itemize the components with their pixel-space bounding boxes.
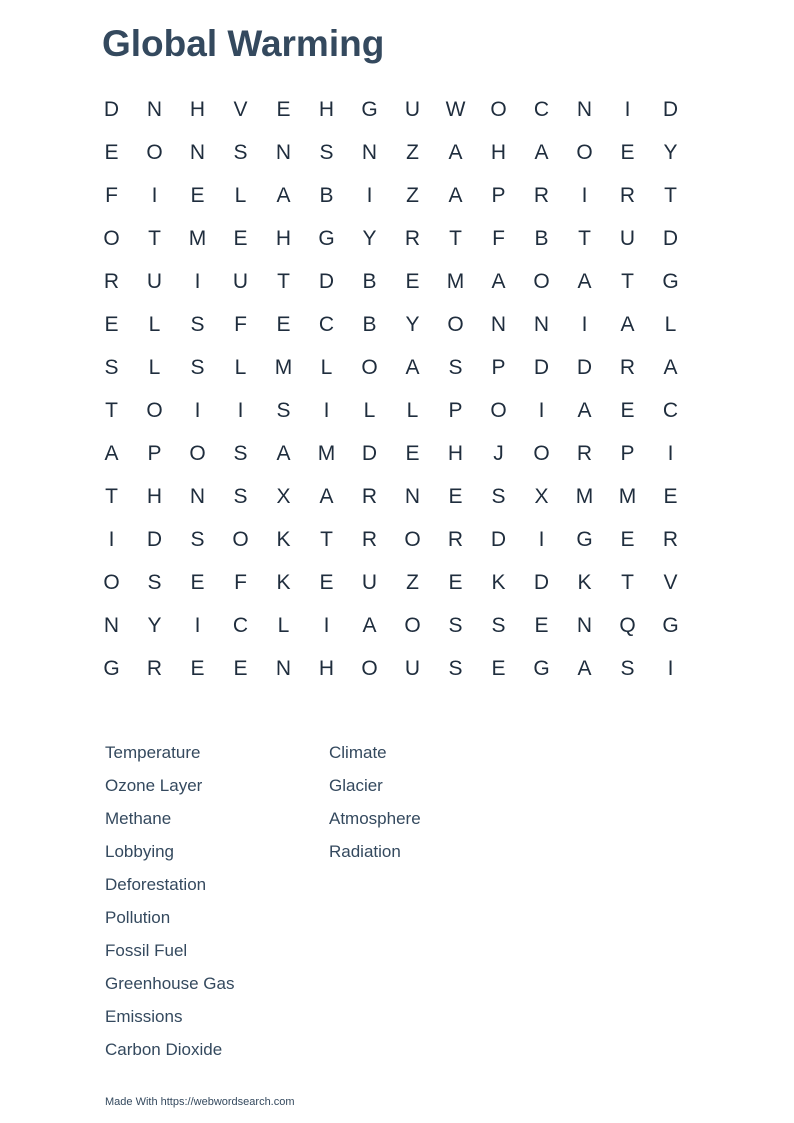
grid-letter: E <box>319 570 334 594</box>
grid-letter: Y <box>147 613 162 637</box>
grid-letter: I <box>323 613 330 637</box>
grid-letter: Z <box>406 140 419 164</box>
grid-letter: N <box>404 484 421 508</box>
grid-letter: I <box>538 527 545 551</box>
grid-letter: O <box>361 656 378 680</box>
grid-letter: D <box>318 269 335 293</box>
word-list-item: Ozone Layer <box>105 776 203 795</box>
grid-letter: U <box>146 269 163 293</box>
grid-letter: O <box>146 398 163 422</box>
grid-letter: R <box>361 527 378 551</box>
grid-letter: N <box>361 140 378 164</box>
grid-letter: T <box>105 398 118 422</box>
grid-letter: H <box>189 97 206 121</box>
grid-letter: S <box>276 398 291 422</box>
grid-letter: Y <box>405 312 420 336</box>
grid-letter: N <box>576 97 593 121</box>
grid-letter: C <box>662 398 679 422</box>
grid-letter: U <box>361 570 378 594</box>
grid-letter: G <box>361 97 378 121</box>
grid-letter: N <box>533 312 550 336</box>
grid-letter: N <box>146 97 163 121</box>
grid-letter: O <box>103 226 120 250</box>
grid-letter: O <box>146 140 163 164</box>
grid-letter: S <box>491 484 506 508</box>
grid-letter: A <box>534 140 549 164</box>
grid-letter: X <box>276 484 291 508</box>
grid-letter: N <box>189 484 206 508</box>
grid-letter: E <box>620 398 635 422</box>
grid-letter: D <box>103 97 120 121</box>
grid-letter: B <box>319 183 334 207</box>
grid-letter: K <box>276 527 291 551</box>
grid-letter: A <box>663 355 678 379</box>
grid-letter: B <box>534 226 549 250</box>
grid-letter: L <box>363 398 376 422</box>
grid-letter: R <box>619 183 636 207</box>
grid-letter: R <box>103 269 120 293</box>
grid-letter: D <box>533 570 550 594</box>
grid-letter: E <box>405 441 420 465</box>
grid-letter: E <box>104 312 119 336</box>
grid-letter: A <box>362 613 377 637</box>
grid-letter: S <box>190 355 205 379</box>
grid-letter: I <box>194 613 201 637</box>
grid-letter: T <box>664 183 677 207</box>
grid-letter: T <box>277 269 290 293</box>
word-list-column <box>329 736 529 1066</box>
grid-letter: G <box>318 226 335 250</box>
grid-letter: R <box>662 527 679 551</box>
grid-letter: O <box>404 613 421 637</box>
grid-letter: S <box>147 570 162 594</box>
grid-letter: R <box>146 656 163 680</box>
grid-letter: C <box>533 97 550 121</box>
grid-letter: B <box>362 269 377 293</box>
grid-letter: J <box>493 441 504 465</box>
grid-letter: S <box>448 613 463 637</box>
grid-letter: M <box>446 269 465 293</box>
grid-letter: M <box>618 484 637 508</box>
grid-letter: A <box>448 183 463 207</box>
grid-letter: W <box>445 97 466 121</box>
grid-letter: E <box>448 570 463 594</box>
grid-letter: E <box>663 484 678 508</box>
grid-letter: H <box>318 656 335 680</box>
grid-letter: S <box>233 140 248 164</box>
grid-letter: N <box>490 312 507 336</box>
grid-letter: R <box>447 527 464 551</box>
grid-letter: U <box>619 226 636 250</box>
grid-letter: A <box>448 140 463 164</box>
grid-letter: O <box>490 398 507 422</box>
grid-letter: M <box>575 484 594 508</box>
grid-letter: F <box>492 226 505 250</box>
grid-letter: P <box>448 398 463 422</box>
grid-letter: Y <box>362 226 377 250</box>
grid-letter: S <box>104 355 119 379</box>
grid-letter: O <box>576 140 593 164</box>
grid-letter: D <box>576 355 593 379</box>
grid-letter: S <box>233 484 248 508</box>
grid-letter: X <box>534 484 549 508</box>
grid-letter: A <box>491 269 506 293</box>
grid-letter: I <box>194 398 201 422</box>
grid-letter: S <box>448 656 463 680</box>
grid-letter: Z <box>406 183 419 207</box>
grid-letter: K <box>276 570 291 594</box>
word-list-item: Climate <box>329 743 387 762</box>
grid-letter: G <box>662 613 679 637</box>
grid-letter: S <box>190 527 205 551</box>
word-list-item: Methane <box>105 809 172 828</box>
grid-letter: E <box>190 570 205 594</box>
letter-grid <box>90 88 692 690</box>
grid-letter: F <box>234 312 247 336</box>
grid-letter: E <box>448 484 463 508</box>
word-list-item: Greenhouse Gas <box>105 974 235 993</box>
grid-letter: O <box>533 441 550 465</box>
grid-letter: M <box>317 441 336 465</box>
grid-letter: D <box>662 226 679 250</box>
grid-letter: T <box>578 226 591 250</box>
grid-letter: P <box>147 441 162 465</box>
page-title: Global Warming <box>102 23 385 64</box>
grid-letter: E <box>620 140 635 164</box>
grid-letter: A <box>405 355 420 379</box>
grid-letter: E <box>190 656 205 680</box>
word-list-item: Temperature <box>105 743 201 762</box>
grid-letter: E <box>620 527 635 551</box>
grid-letter: L <box>234 183 247 207</box>
grid-letter: O <box>103 570 120 594</box>
grid-letter: I <box>323 398 330 422</box>
grid-letter: L <box>320 355 333 379</box>
grid-letter: U <box>404 97 421 121</box>
grid-letter: G <box>662 269 679 293</box>
grid-letter: L <box>664 312 677 336</box>
word-list-item: Carbon Dioxide <box>105 1040 223 1059</box>
grid-letter: T <box>320 527 333 551</box>
grid-letter: L <box>277 613 290 637</box>
grid-letter: G <box>533 656 550 680</box>
grid-letter: V <box>663 570 678 594</box>
grid-letter: L <box>148 355 161 379</box>
grid-letter: M <box>188 226 207 250</box>
grid-letter: G <box>103 656 120 680</box>
grid-letter: S <box>448 355 463 379</box>
grid-letter: Z <box>406 570 419 594</box>
grid-letter: L <box>234 355 247 379</box>
grid-letter: H <box>318 97 335 121</box>
grid-letter: A <box>276 441 291 465</box>
grid-letter: U <box>404 656 421 680</box>
grid-letter: E <box>405 269 420 293</box>
grid-letter: K <box>491 570 506 594</box>
grid-letter: E <box>104 140 119 164</box>
grid-letter: P <box>491 183 506 207</box>
grid-letter: Y <box>663 140 678 164</box>
grid-letter: V <box>233 97 248 121</box>
grid-letter: I <box>151 183 158 207</box>
grid-letter: B <box>362 312 377 336</box>
grid-letter: D <box>533 355 550 379</box>
footer-credit: Made With https://webwordsearch.com <box>105 1096 295 1108</box>
grid-letter: E <box>233 226 248 250</box>
grid-letter: F <box>234 570 247 594</box>
grid-letter: I <box>108 527 115 551</box>
grid-letter: O <box>232 527 249 551</box>
grid-letter: H <box>447 441 464 465</box>
grid-letter: I <box>667 441 674 465</box>
grid-letter: F <box>105 183 118 207</box>
word-list-item: Radiation <box>329 842 401 861</box>
grid-letter: R <box>619 355 636 379</box>
grid-letter: I <box>581 183 588 207</box>
grid-letter: I <box>667 656 674 680</box>
grid-letter: O <box>447 312 464 336</box>
grid-letter: D <box>662 97 679 121</box>
grid-letter: D <box>490 527 507 551</box>
grid-letter: L <box>148 312 161 336</box>
grid-letter: A <box>104 441 119 465</box>
grid-letter: M <box>274 355 293 379</box>
grid-letter: I <box>194 269 201 293</box>
grid-letter: R <box>576 441 593 465</box>
word-list-item: Pollution <box>105 908 171 927</box>
grid-letter: C <box>232 613 249 637</box>
word-list-item: Deforestation <box>105 875 207 894</box>
grid-letter: I <box>366 183 373 207</box>
grid-letter: N <box>275 656 292 680</box>
grid-letter: D <box>361 441 378 465</box>
grid-letter: R <box>361 484 378 508</box>
grid-letter: T <box>148 226 161 250</box>
grid-letter: N <box>103 613 120 637</box>
grid-letter: L <box>406 398 419 422</box>
grid-letter: T <box>105 484 118 508</box>
grid-letter: P <box>491 355 506 379</box>
grid-letter: I <box>581 312 588 336</box>
grid-letter: A <box>276 183 291 207</box>
word-list-item: Lobbying <box>105 842 175 861</box>
grid-letter: U <box>232 269 249 293</box>
grid-letter: I <box>538 398 545 422</box>
grid-letter: I <box>237 398 244 422</box>
grid-letter: D <box>146 527 163 551</box>
grid-letter: E <box>491 656 506 680</box>
word-list-column <box>105 736 329 1066</box>
grid-letter: O <box>490 97 507 121</box>
grid-letter: E <box>190 183 205 207</box>
grid-letter: O <box>404 527 421 551</box>
word-list-item: Glacier <box>329 776 383 795</box>
grid-letter: N <box>189 140 206 164</box>
grid-letter: H <box>490 140 507 164</box>
grid-letter: S <box>319 140 334 164</box>
grid-letter: P <box>620 441 635 465</box>
grid-letter: T <box>621 269 634 293</box>
grid-letter: S <box>190 312 205 336</box>
grid-letter: E <box>276 97 291 121</box>
grid-letter: S <box>233 441 248 465</box>
grid-letter: R <box>404 226 421 250</box>
grid-letter: E <box>276 312 291 336</box>
grid-letter: C <box>318 312 335 336</box>
word-list-item: Fossil Fuel <box>105 941 188 960</box>
grid-letter: O <box>361 355 378 379</box>
grid-letter: N <box>275 140 292 164</box>
grid-letter: O <box>189 441 206 465</box>
word-list-item: Atmosphere <box>329 809 421 828</box>
grid-letter: Q <box>619 613 636 637</box>
grid-letter: I <box>624 97 631 121</box>
grid-letter: A <box>620 312 635 336</box>
grid-letter: A <box>319 484 334 508</box>
grid-letter: O <box>533 269 550 293</box>
grid-letter: T <box>621 570 634 594</box>
grid-letter: E <box>233 656 248 680</box>
grid-letter: H <box>275 226 292 250</box>
grid-letter: H <box>146 484 163 508</box>
grid-letter: S <box>491 613 506 637</box>
grid-letter: S <box>620 656 635 680</box>
grid-letter: N <box>576 613 593 637</box>
grid-letter: G <box>576 527 593 551</box>
word-list-item: Emissions <box>105 1007 183 1026</box>
grid-letter: R <box>533 183 550 207</box>
grid-letter: A <box>577 656 592 680</box>
grid-letter: K <box>577 570 592 594</box>
grid-letter: A <box>577 398 592 422</box>
word-list <box>105 736 529 1066</box>
grid-letter: A <box>577 269 592 293</box>
grid-letter: T <box>449 226 462 250</box>
grid-letter: E <box>534 613 549 637</box>
